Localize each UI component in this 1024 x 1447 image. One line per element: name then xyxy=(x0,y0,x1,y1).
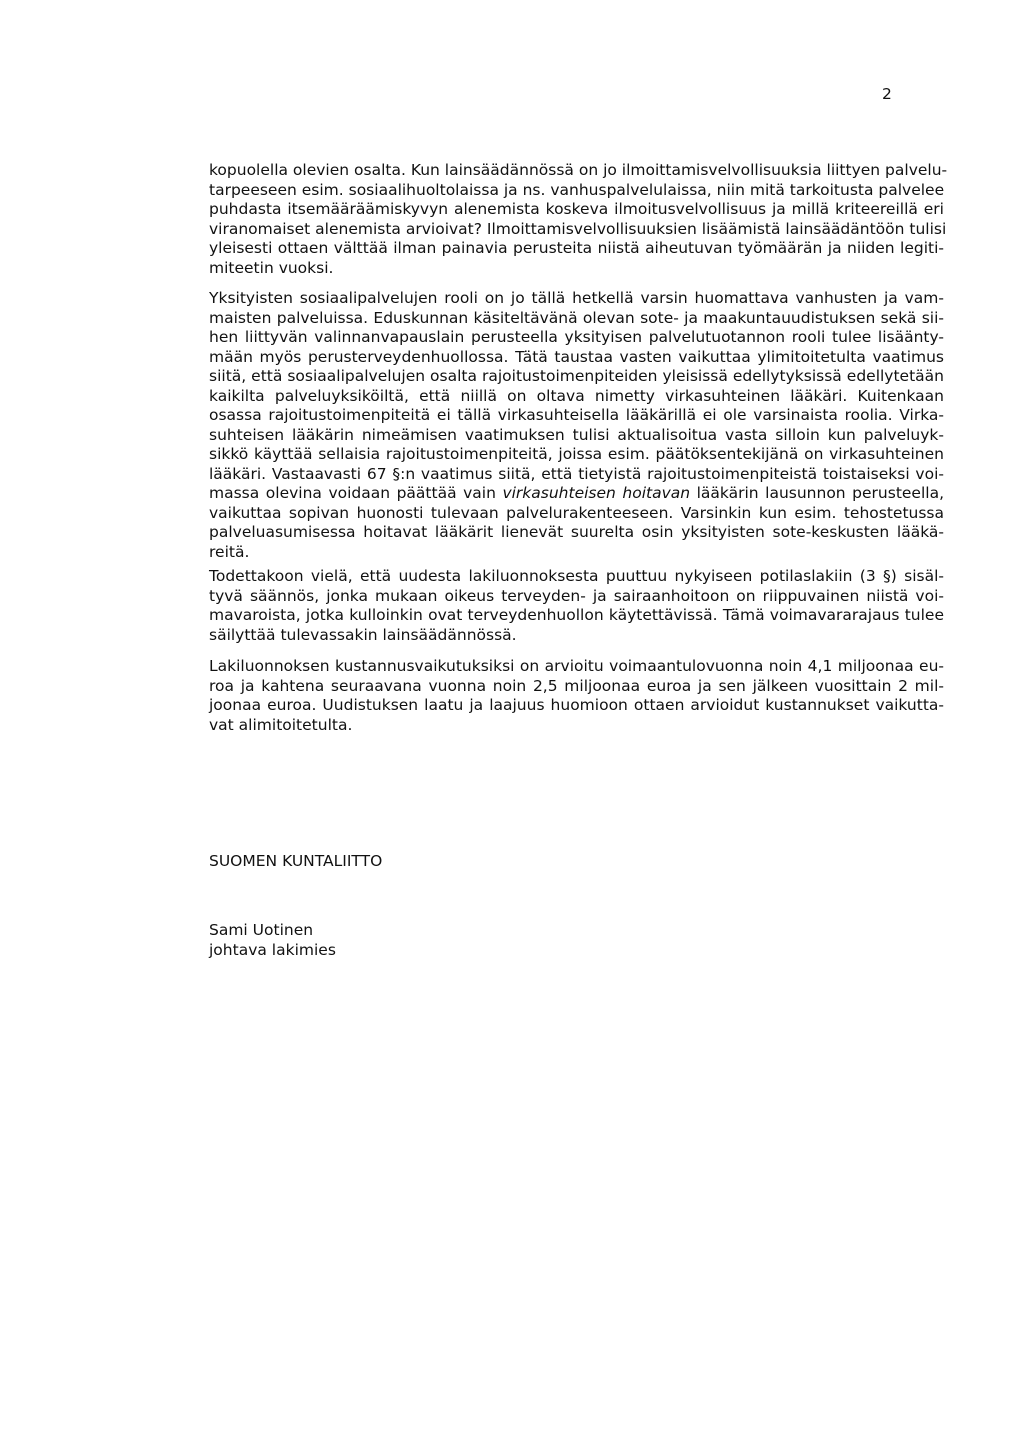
text-line: tarpeeseen esim. sosiaalihuoltolaissa ja ns. vanhuspalvelulaissa, niin mitä tarkoitusta palvelee xyxy=(209,180,945,199)
text-line: kopuolella olevien osalta. Kun lainsäädännössä on jo ilmoittamisvelvollisuuksia liittyen palvelu- xyxy=(209,161,948,179)
text-line: Todettakoon vielä, että uudesta lakiluonnoksesta puuttuu nykyiseen potilaslakiin (3 §) sisäl- xyxy=(209,567,944,585)
text-line: vaikuttaa sopivan huonosti tulevaan palvelurakenteeseen. Varsinkin kun esim. tehostetussa xyxy=(209,503,944,522)
signatory-name: Sami Uotinen xyxy=(209,921,314,939)
text-line: sikkö käyttää sellaisia rajoitustoimenpiteitä, joissa esim. päätöksentekijänä on virkasuhteinen xyxy=(209,445,944,463)
paragraph-3 xyxy=(209,567,944,645)
page-number: 2 xyxy=(882,85,892,103)
text-line: maisten palveluissa. Eduskunnan käsiteltävänä olevan sote- ja maakuntauudistuksen sekä sii- xyxy=(209,308,944,327)
text-line-with-italic xyxy=(209,484,944,504)
text-line: säilyttää tulevassakin lainsäädännössä. xyxy=(209,625,517,644)
signatory-title: johtava lakimies xyxy=(209,941,336,959)
signature-organization: SUOMEN KUNTALIITTO xyxy=(209,852,383,870)
text-line: suhteisen lääkärin nimeämisen vaatimuksen tulisi aktualisoitua vasta silloin kun palveluyk- xyxy=(209,425,944,444)
text-line: palveluasumisessa hoitavat lääkärit lienevät suurelta osin yksityisten sote-keskusten lääkä- xyxy=(209,523,944,541)
text-line: Yksityisten sosiaalipalvelujen rooli on jo tällä hetkellä varsin huomattava vanhusten ja vam- xyxy=(209,289,944,307)
text-line: mavaroista, jotka kulloinkin ovat terveydenhuollon käytettävissä. Tämä voimavararajaus tulee xyxy=(209,606,944,624)
paragraph-1 xyxy=(209,161,948,278)
text-line: tyvä säännös, jonka mukaan oikeus terveyden- ja sairaanhoitoon on riippuvainen niistä voi- xyxy=(209,586,944,605)
italic-emphasis: virkasuhteisen hoitavan xyxy=(502,484,691,502)
text-line: miteetin vuoksi. xyxy=(209,258,334,277)
text-line: mään myös perusterveydenhuollossa. Tätä taustaa vasten vaikuttaa ylimitoitetulta vaatimus xyxy=(209,347,944,366)
text-line: roa ja kahtena seuraavana vuonna noin 2,5 miljoonaa euroa ja sen jälkeen vuosittain 2 mil- xyxy=(209,676,944,695)
text-line: puhdasta itsemääräämiskyvyn alenemista koskeva ilmoitusvelvollisuus ja millä kriteereillä eri xyxy=(209,200,944,218)
text-line: vat alimitoitetulta. xyxy=(209,715,353,734)
text-line: osassa rajoitustoimenpiteitä ei tällä virkasuhteisella lääkärillä ei ole varsinaista roolia. Virka- xyxy=(209,406,944,424)
text-line: viranomaiset alenemista arvioivat? Ilmoittamisvelvollisuuksien lisäämistä lainsäädäntöön tulisi xyxy=(209,219,947,238)
text-line: reitä. xyxy=(209,542,250,561)
paragraph-4 xyxy=(209,657,944,735)
text-line: lääkäri. Vastaavasti 67 §:n vaatimus siitä, että tietyistä rajoitustoimenpiteistä toistaiseksi voi- xyxy=(209,464,944,483)
paragraph-2 xyxy=(209,289,944,562)
text-line: hen liittyvän valinnanvapauslain perusteella yksityisen palvelutuotannon rooli tulee lisäänty- xyxy=(209,328,944,346)
text-line: yleisesti ottaen välttää ilman painavia perusteita niistä aiheutuvan työmäärän ja niiden legiti- xyxy=(209,239,944,257)
text-fragment: massa olevina voidaan päättää vain xyxy=(209,484,503,502)
text-fragment: lääkärin lausunnon perusteella, xyxy=(690,484,945,502)
text-line: Lakiluonnoksen kustannusvaikutuksiksi on arvioitu voimaantulovuonna noin 4,1 miljoonaa eu- xyxy=(209,657,944,675)
text-line: siitä, että sosiaalipalvelujen osalta rajoitustoimenpiteiden yleisissä edellytyksissä edellytetään xyxy=(209,367,944,385)
text-line: joonaa euroa. Uudistuksen laatu ja laajuus huomioon ottaen arvioidut kustannukset vaikutta- xyxy=(209,696,944,714)
text-line: kaikilta palveluyksiköiltä, että niillä on oltava nimetty virkasuhteinen lääkäri. Kuitenkaan xyxy=(209,386,944,405)
